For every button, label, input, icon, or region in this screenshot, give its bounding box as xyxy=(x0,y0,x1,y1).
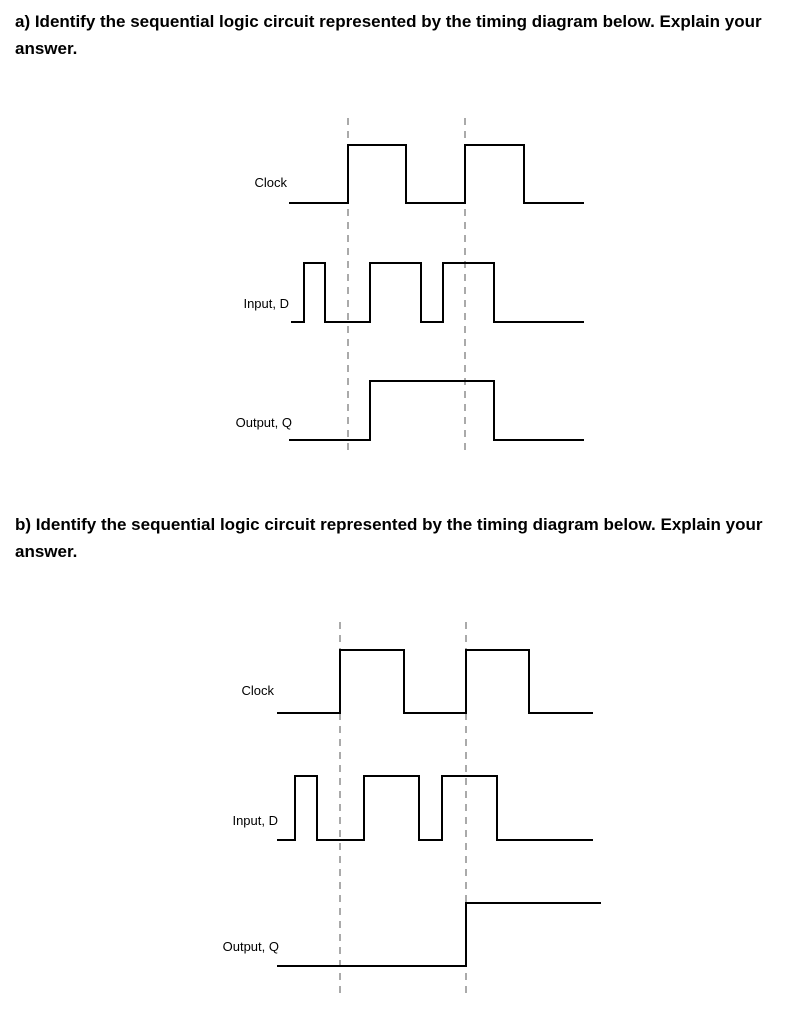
clock-label: Clock xyxy=(241,683,274,698)
clock-label: Clock xyxy=(254,175,287,190)
output-q-label: Output, Q xyxy=(235,415,292,430)
input-d-waveform xyxy=(291,263,584,322)
question-b xyxy=(15,511,785,565)
question-b-continuation: answer. xyxy=(15,542,78,561)
timing-diagram-a xyxy=(0,110,801,455)
output-q-waveform xyxy=(277,903,601,966)
input-d-label: Input, D xyxy=(243,296,289,311)
output-q-waveform xyxy=(289,381,584,440)
clock-waveform xyxy=(289,145,584,203)
question-a-continuation: answer. xyxy=(15,39,78,58)
question-b-text: b) Identify the sequential logic circuit represented by the timing diagram below. Explain your xyxy=(15,515,763,534)
question-a-text: a) Identify the sequential logic circuit represented by the timing diagram below. Explain your xyxy=(15,12,762,31)
input-d-waveform xyxy=(277,776,593,840)
timing-diagram-b xyxy=(0,615,801,1000)
input-d-label: Input, D xyxy=(232,813,278,828)
clock-waveform xyxy=(277,650,593,713)
question-a xyxy=(15,8,785,62)
output-q-label: Output, Q xyxy=(222,939,279,954)
